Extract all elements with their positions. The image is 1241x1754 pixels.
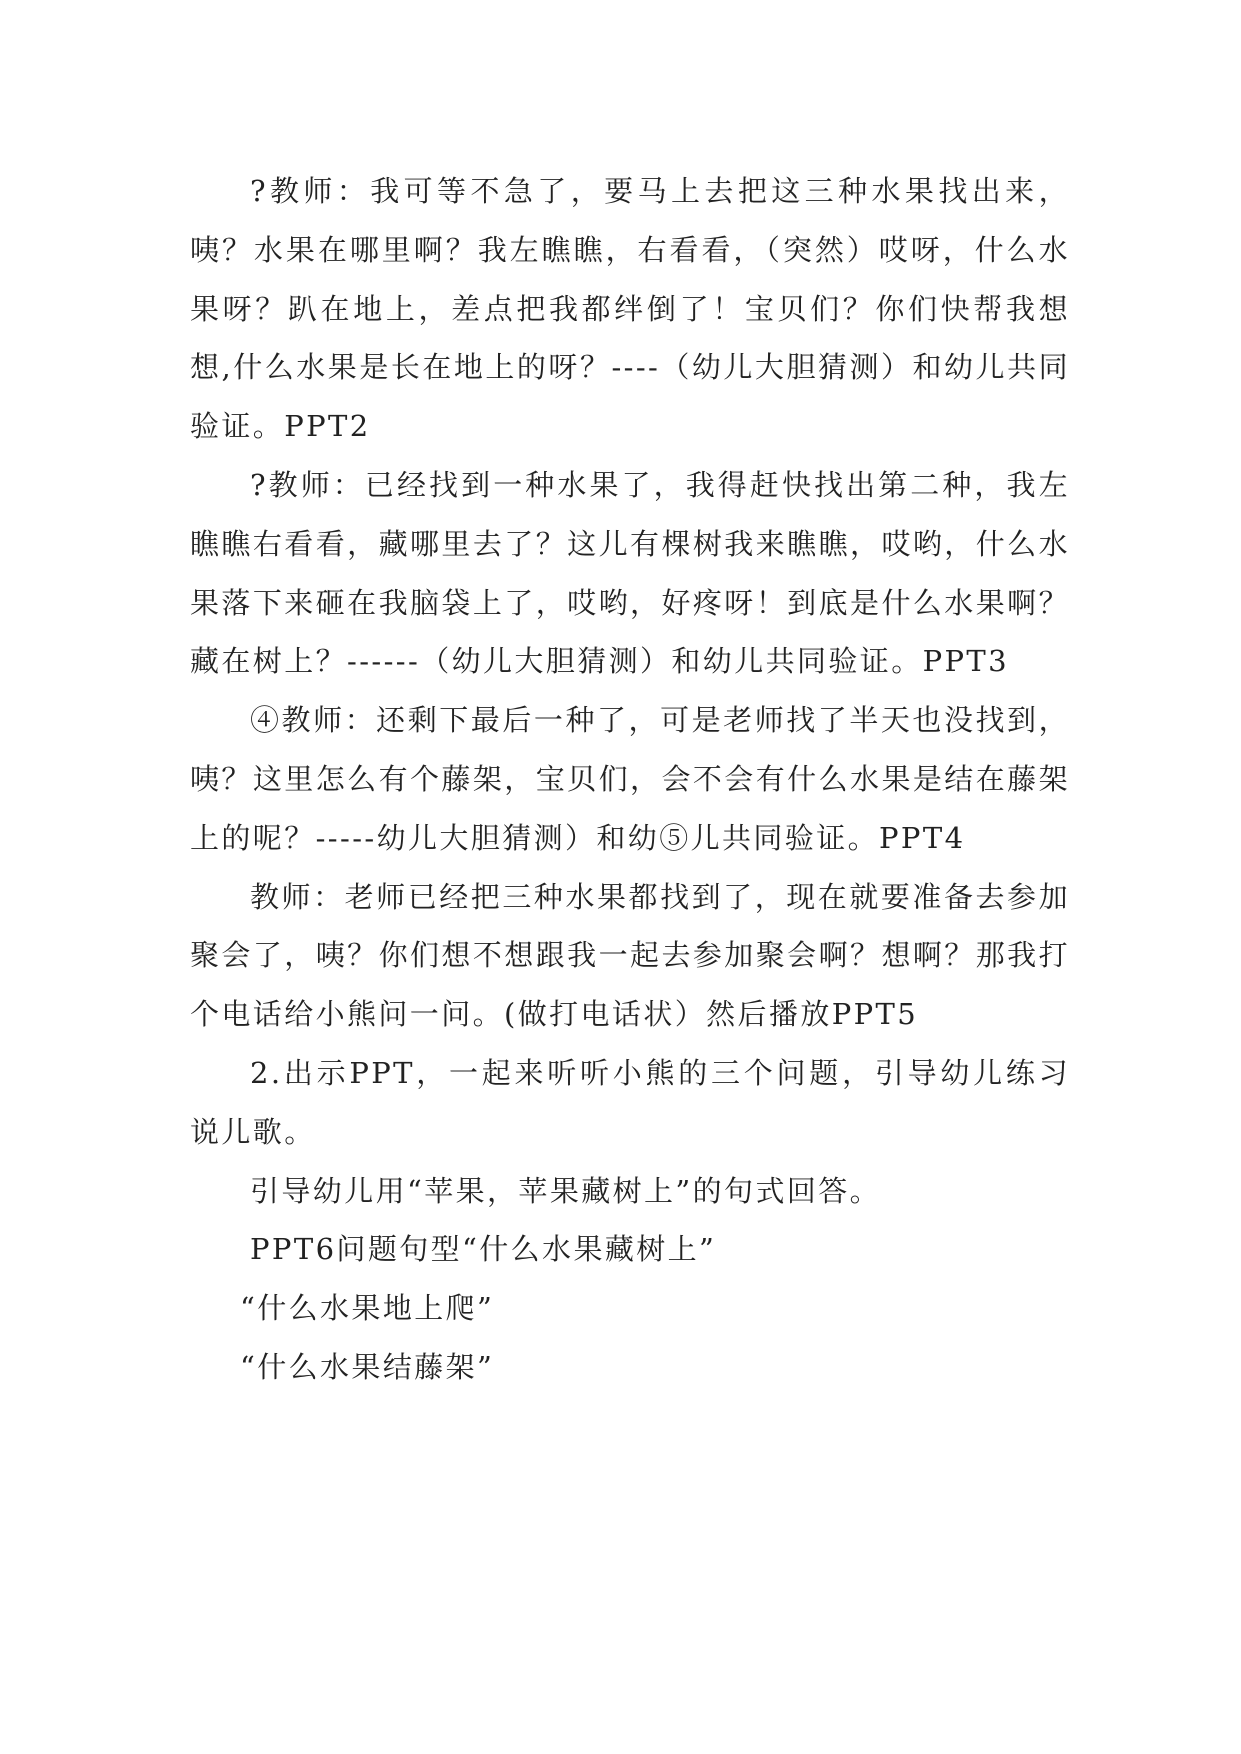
- paragraph-answer-pattern: 引导幼儿用“苹果，苹果藏树上”的句式回答。: [250, 1173, 882, 1208]
- document-page: [190, 162, 1070, 1397]
- question-line-ground: “什么水果地上爬”: [240, 1291, 495, 1326]
- paragraph-teacher-second-fruit: ?教师：已经找到一种水果了，我得赶快找出第二种，我左瞧瞧右看看，藏哪里去了？这儿有棵树我来瞧瞧，哎哟，什么水果落下来砸在我脑袋上了，哎哟，好疼呀！到底是什么水果啊？藏在树上？------（幼儿大胆猜测）和幼儿共同验证。PPT3: [190, 467, 1070, 679]
- paragraph-teacher-first-fruit: ?教师：我可等不急了，要马上去把这三种水果找出来，咦？水果在哪里啊？我左瞧瞧，右看看，（突然）哎呀，什么水果呀？趴在地上，差点把我都绊倒了！宝贝们？你们快帮我想想,什么水果是长在地上的呀？----（幼儿大胆猜测）和幼儿共同验证。PPT2: [190, 174, 1070, 444]
- paragraph-teacher-third-fruit: ④教师：还剩下最后一种了，可是老师找了半天也没找到，咦？这里怎么有个藤架，宝贝们，会不会有什么水果是结在藤架上的呢？-----幼儿大胆猜测）和幼⑤儿共同验证。PPT4: [190, 703, 1070, 855]
- paragraph-question-pattern: PPT6问题句型“什么水果藏树上”: [250, 1232, 717, 1267]
- paragraph-teacher-party: 教师：老师已经把三种水果都找到了，现在就要准备去参加聚会了，咦？你们想不想跟我一起去参加聚会啊？想啊？那我打个电话给小熊问一问。(做打电话状）然后播放PPT5: [190, 879, 1070, 1032]
- question-line-vine: “什么水果结藤架”: [240, 1349, 495, 1384]
- paragraph-step-2: 2.出示PPT，一起来听听小熊的三个问题，引导幼儿练习说儿歌。: [190, 1055, 1070, 1149]
